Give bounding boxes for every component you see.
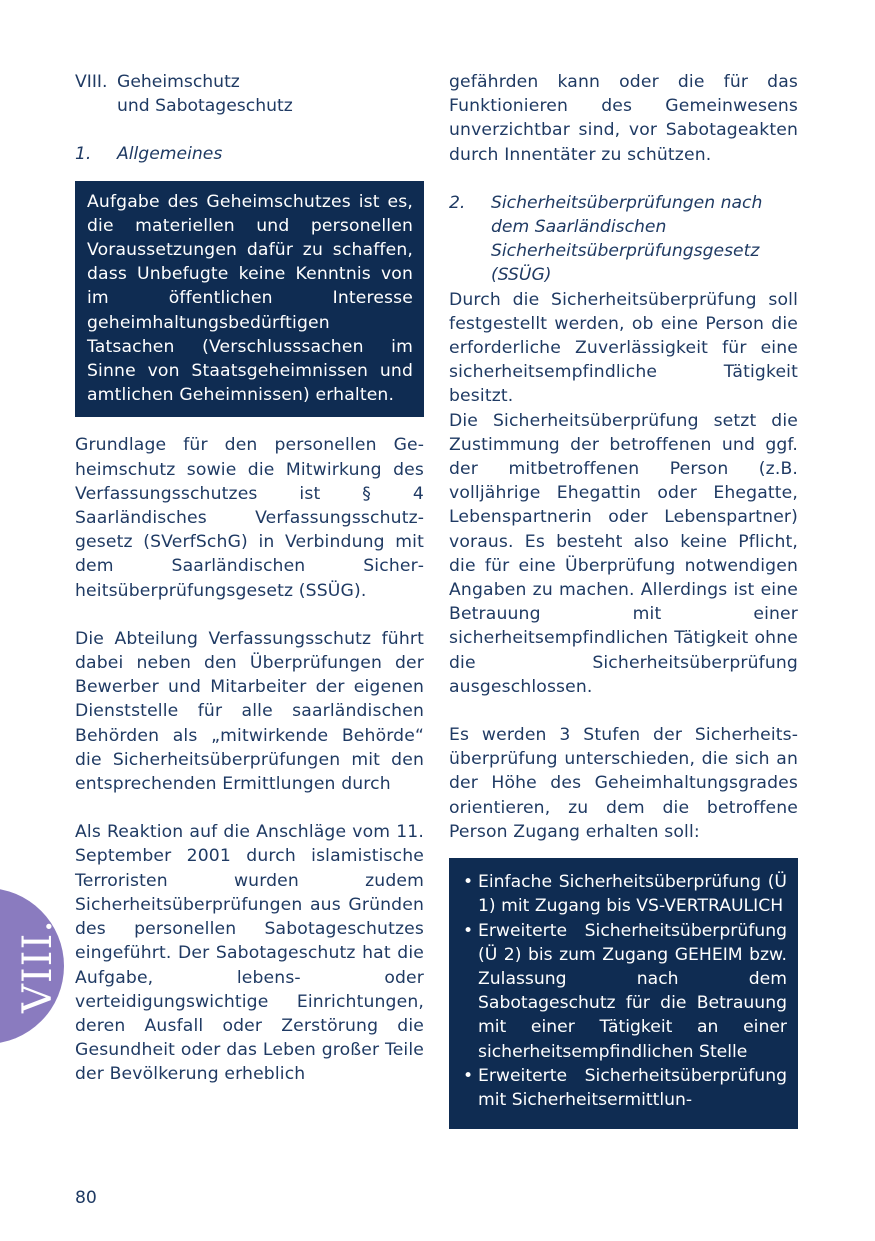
spacer [449,699,798,723]
paragraph-stufen: Es werden 3 Stufen der Sicherheitsüberprüfung unterschieden, die sich an der Höhe des Geheimhaltungsgrades orientieren, zu dem die betroffene Person Zugang erhalten soll: [449,725,798,842]
spacer [449,167,798,191]
chapter-title-line1: Geheimschutz [117,72,240,92]
list-item: • Erweiterte Sicherheitsüberprüfung mit Sicherheitsermittlun- [461,1064,787,1112]
paragraph-grundlage: Grundlage für den personellen Geheimschutz sowie die Mitwirkung des Verfassungsschutzes ist § 4 Saarländisches Verfassungsschutzgesetz (SVerfSchG) in Verbindung mit dem Saarländischen Sicherheitsüberprüfungsgesetz (SSÜG). [75,435,424,601]
list-item: • Einfache Sicherheitsüberprüfung (Ü 1) mit Zugang bis VS-VERTRAULICH [461,870,787,918]
chapter-title-line2: und Sabotageschutz [117,96,293,117]
list-item: • Erweiterte Sicherheitsüberprüfung (Ü 2) bis zum Zugang GEHEIM bzw. Zulassung nach dem Sabotageschutz für die Betrauung mit einer Tätigkeit an einer sicherheitsempfindlichen Stelle [461,919,787,1064]
levels-list [461,870,787,1112]
spacer [75,796,424,820]
levels-box [449,858,798,1129]
chapter-heading [75,70,424,118]
chapter-title [117,70,293,118]
page-number: 80 [75,1188,97,1208]
chapter-side-tab-label: VIII. [15,918,61,1014]
left-column [75,70,424,1087]
right-column [449,70,798,1129]
paragraph-abteilung: Die Abteilung Verfassungsschutz führt dabei neben den Überprüfungen der Bewerber und Mitarbeiter der eigenen Dienststelle für alle saarländischen Behörden als „mitwirkende Behörde“ die Sicherheitsüberprüfungen mit den entsprechenden Ermittlungen durch [75,628,424,795]
spacer [75,417,424,433]
spacer [75,118,424,142]
spacer [75,603,424,627]
section-1-heading [75,142,424,166]
section-2-title: Sicherheitsüberprüfungen nach dem Saarländischen Sicherheitsüberprüfungsgesetz (SSÜG) [491,192,763,286]
section-1-title: Allgemeines [117,144,223,165]
paragraph-zustimmung: Die Sicherheitsüberprüfung setzt die Zustimmung der betroffenen und ggf. der mitbetroffenen Person (z.B. volljährige Ehegattin oder Ehegatte, Lebenspartnerin oder Lebenspartner) voraus. Es besteht also keine Pflicht, die für eine Überprüfung notwendigen Angaben zu machen. Allerdings ist eine Betrauung mit einer sicherheitsempfindlichen Tätigkeit ohne die Sicherheitsüberprüfung ausgeschlossen. [449,410,798,697]
section-2-number: 2. [449,192,466,213]
info-box-text: Aufgabe des Geheimschutzes ist es, die materiellen und personellen Voraussetzungen dafür zu schaffen, dass Unbefugte keine Kenntnis von im öffentlichen Interesse geheimhaltungsbedürftigen Tatsachen (Verschlusssachen im Sinne von Staatsgeheimnissen und amtlichen Geheimnissen) erhalten. [87,191,413,406]
section-1-number: 1. [75,144,92,165]
paragraph-reaktion: Als Reaktion auf die Anschläge vom 11. September 2001 durch islamistische Terroristen wurden zudem Sicherheitsüberprüfungen aus Gründen des personellen Sabotageschutzes eingeführt. Der Sabotageschutz hat die Aufgabe, lebens- oder verteidigungswichtige Einrichtungen, deren Ausfall oder Zerstörung die Gesundheit oder das Leben großer Teile der Bevölkerung erheblich [75,822,424,1085]
info-box [75,181,424,418]
paragraph-durch: Durch die Sicherheitsüberprüfung soll festgestellt werden, ob eine Person die erforderliche Zuverlässigkeit für eine sicherheitsempfindliche Tätigkeit besitzt. [449,289,798,407]
section-2-heading [449,191,798,288]
chapter-number: VIII. [75,72,108,92]
paragraph-continuation: gefährden kann oder die für das Funktionieren des Gemeinwesens unverzichtbar sind, vor Sabotageakten durch Innentäter zu schützen. [449,72,798,165]
